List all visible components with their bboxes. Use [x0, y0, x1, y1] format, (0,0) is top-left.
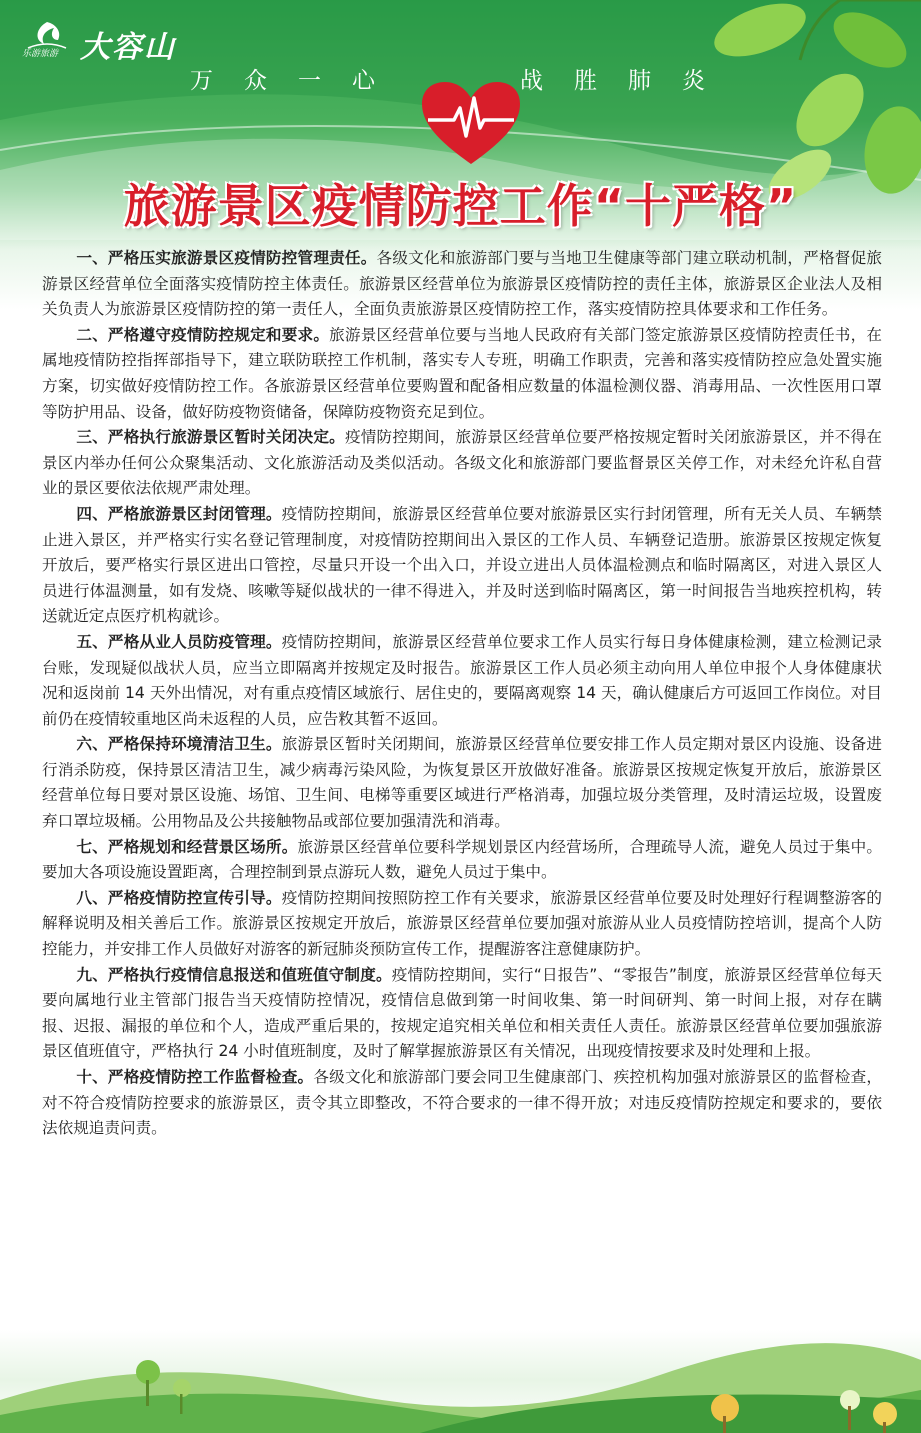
section-body: 疫情防控期间，实行“日报告”、“零报告”制度，旅游景区经营单位每天要向属地行业主管部门报告当天疫情防控情况，疫情信息做到第一时间收集、第一时间研判、第一时间上报，对存在瞒报、迟报、漏报的单位和个人，造成严重后果的，按规定追究相关单位和相关责任人责任。旅游景区经营单位要加强旅游景区值班值守，严格执行 24 小时值班制度，及时了解掌握旅游景区有关情况，出现疫情按要求及时处理和上报。	[42, 965, 882, 1061]
section-paragraph	[42, 835, 882, 886]
section-paragraph	[42, 1065, 882, 1142]
section-body: 疫情防控期间，旅游景区经营单位要求工作人员实行每日身体健康检测，建立检测记录台账，发现疑似战状人员，应当立即隔离并按规定及时报告。旅游景区工作人员必须主动向用人单位申报个人身体健康状况和返岗前 14 天外出情况，对有重点疫情区域旅行、居住史的，要隔离观察 14 天，确认健康后方可返回工作岗位。对目前仍在疫情较重地区尚未返程的人员，应告敉其暂不返回。	[42, 632, 882, 728]
section-body: 疫情防控期间按照防控工作有关要求，旅游景区经营单位要及时处理好行程调整游客的解释说明及相关善后工作。旅游景区按规定开放后，旅游景区经营单位要加强对旅游从业人员疫情防控培训，提高个人防控能力，并安排工作人员做好对游客的新冠肺炎预防宣传工作，提醒游客注意健康防护。	[42, 888, 882, 959]
body-text	[42, 246, 882, 1142]
section-heading: 九、严格执行疫情信息报送和值班值守制度。	[76, 965, 392, 984]
slogan-right: 战胜肺炎	[520, 68, 736, 94]
section-body: 旅游景区暂时关闭期间，旅游景区经营单位要安排工作人员定期对景区内设施、设备进行消杀防疫，保持景区清洁卫生，减少病毒污染风险，为恢复景区开放做好准备。旅游景区按规定恢复开放后，旅游景区经营单位每日要对景区设施、场馆、卫生间、电梯等重要区域进行严格消毒，加强垃圾分类管理，及时清运垃圾，设置废弃口罩垃圾桶。公用物品及公共接触物品或部位要加强清洗和消毒。	[42, 735, 882, 831]
section-heading: 六、严格保持环境清洁卫生。	[76, 735, 282, 754]
section-paragraph	[42, 246, 882, 323]
brand-logo-text: 乐游旅游	[22, 49, 59, 59]
section-heading: 五、严格从业人员防疫管理。	[76, 632, 282, 651]
brand-name: 大容山	[80, 30, 176, 65]
section-paragraph	[42, 425, 882, 502]
section-heading: 三、严格执行旅游景区暂时关闭决定。	[76, 428, 345, 447]
heart-pulse-icon	[420, 80, 522, 166]
section-heading: 十、严格疫情防控工作监督检查。	[76, 1068, 314, 1086]
section-heading: 二、严格遵守疫情防控规定和要求。	[76, 325, 330, 344]
slogan-left: 万众一心	[190, 68, 406, 94]
page-title: 旅游景区疫情防控工作“十严格”	[123, 179, 798, 233]
section-body: 旅游景区经营单位要科学规划景区内经营场所，合理疏导人流，避免人员过于集中。要加大各项设施设置距离，合理控制到景点游玩人数，避免人员过于集中。	[42, 837, 882, 882]
section-paragraph	[42, 502, 882, 630]
section-heading: 四、严格旅游景区封闭管理。	[76, 504, 282, 523]
section-heading: 七、严格规划和经营景区场所。	[76, 837, 298, 856]
section-paragraph	[42, 323, 882, 425]
section-paragraph	[42, 963, 882, 1065]
section-heading: 一、严格压实旅游景区疫情防控管理责任。	[76, 249, 377, 267]
section-body: 疫情防控期间，旅游景区经营单位要对旅游景区实行封闭管理，所有无关人员、车辆禁止进入景区，并严格实行实名登记管理制度，对疫情防控期间出入景区的工作人员、车辆登记造册。旅游景区按规定恢复开放后，要严格实行景区进出口管控，尽量只开设一个出入口，并设立进出人员体温检测点和临时隔离区，对进入景区人员进行体温测量，如有发烧、咳嗽等疑似战状的一律不得进入，并及时送到临时隔离区，第一时间报告当地疾控机构，转送就近定点医疗机构就诊。	[42, 504, 882, 626]
section-body: 疫情防控期间，旅游景区经营单位要严格按规定暂时关闭旅游景区，并不得在景区内举办任何公众聚集活动、文化旅游活动及类似活动。各级文化和旅游部门要监督景区关停工作，对未经允许私自营业的景区要依法依规严肃处理。	[42, 428, 882, 498]
section-body: 各级文化和旅游部门要会同卫生健康部门、疾控机构加强对旅游景区的监督检查，对不符合疫情防控要求的旅游景区，责令其立即整改，不符合要求的一律不得开放；对违反疫情防控规定和要求的，要依法依规追责问责。	[42, 1068, 882, 1138]
section-paragraph	[42, 732, 882, 834]
section-body: 各级文化和旅游部门要与当地卫生健康等部门建立联动机制，严格督促旅游景区经营单位全面落实疫情防控主体责任。旅游景区经营单位为旅游景区疫情防控的责任主体，旅游景区企业法人及相关负责人为旅游景区疫情防控的第一责任人，全面负责旅游景区疫情防控工作，落实疫情防控具体要求和工作任务。	[42, 249, 882, 319]
section-body: 旅游景区经营单位要与当地人民政府有关部门签定旅游景区疫情防控责任书，在属地疫情防控指挥部指导下，建立联防联控工作机制，落实专人专班，明确工作职责，完善和落实疫情防控应急处置实施方案，切实做好疫情防控工作。各旅游景区经营单位要购置和配备相应数量的体温检测仪器、消毒用品、一次性医用口罩等防护用品、设备，做好防疫物资储备，保障防疫物资充足到位。	[42, 325, 882, 421]
section-heading: 八、严格疫情防控宣传引导。	[76, 888, 282, 907]
section-paragraph	[42, 886, 882, 963]
hills-decoration-icon	[0, 1330, 921, 1433]
section-paragraph	[42, 630, 882, 732]
